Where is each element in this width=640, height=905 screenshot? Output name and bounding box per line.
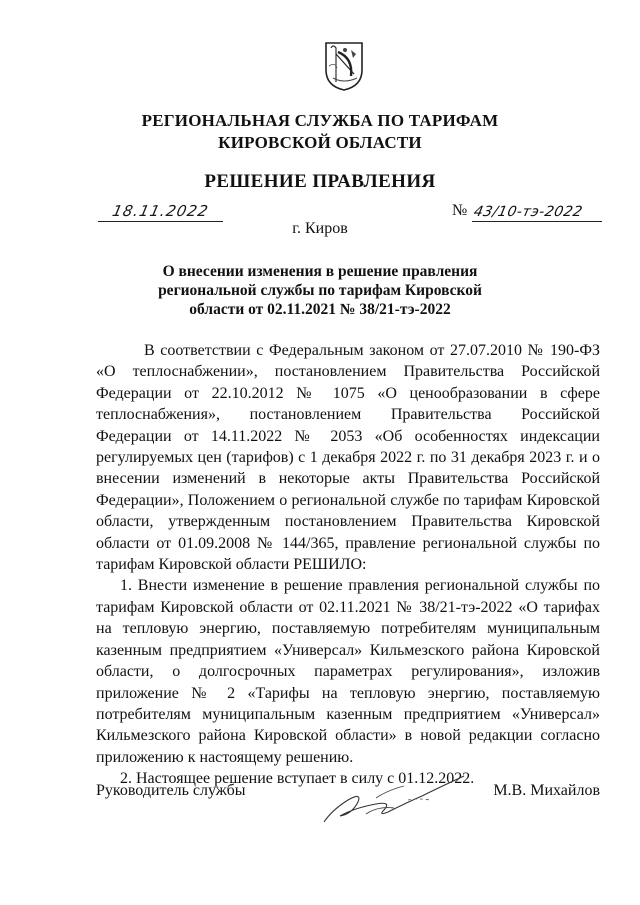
decision-subject [0,262,640,319]
resolution-item-1: 1. Внести изменение в решение правления региональной службы по тарифам Кировской области от 02.11.2021 № 38/21-тэ-2022 «О тарифах на тепловую энергию, поставляемую потребителям муниципальным казенным предприятием «Универсал» Кильмезского района Кировской области, о долгосрочных параметрах регулирования», изложив приложение № 2 «Тарифы на тепловую энергию, поставляемую потребителям муниципальным казенным предприятием «Универсал» Кильмезского района Кировской области» в новой редакции согласно приложению к настоящему решению. [96,577,600,766]
organization-name-line2: КИРОВСКОЙ ОБЛАСТИ [218,133,422,152]
decision-number-value: 43/10-тэ-2022 [472,204,585,220]
number-sign: № [452,202,468,219]
city: г. Киров [292,220,348,237]
organization-name-line1: РЕГИОНАЛЬНАЯ СЛУЖБА ПО ТАРИФАМ [141,111,499,130]
coat-of-arms-icon [323,40,365,92]
signatory-name: М.В. Михайлов [493,782,600,799]
organization-name [0,110,640,154]
resolution-item-2: 2. Настоящее решение вступает в силу с 01.12.2022. [120,770,475,788]
subject-line1: О внесении изменения в решение правления [162,263,478,280]
handwritten-signature-icon [318,770,468,830]
signatory-title: Руководитель службы [96,782,246,799]
subject-line2: региональной службы по тарифам Кировской [158,282,482,299]
subject-line3: области от 02.11.2021 № 38/21-тэ-2022 [189,301,451,318]
decision-date-value: 18.11.2022 [110,202,211,220]
document-body [96,340,600,790]
document-type: РЕШЕНИЕ ПРАВЛЕНИЯ [204,171,436,192]
preamble-paragraph: В соответствии с Федеральным законом от 27.07.2010 № 190-ФЗ «О теплоснабжении», постановлением Правительства Российской Федерации от 22.10.2012 № 1075 «О ценообразовании в сфере теплоснабжения», постановлением Правительства Российской Федерации от 14.11.2022 № 2053 «Об особенностях индексации регулируемых цен (тарифов) с 1 декабря 2022 г. по 31 декабря 2023 г. и о внесении изменений в некоторые акты Правительства Российской Федерации», Положением о региональной службе по тарифам Кировской области, утвержденным постановлением Правительства Кировской области от 01.09.2008 № 144/365, правление региональной службы по тарифам Кировской области РЕШИЛО: [96,342,600,574]
